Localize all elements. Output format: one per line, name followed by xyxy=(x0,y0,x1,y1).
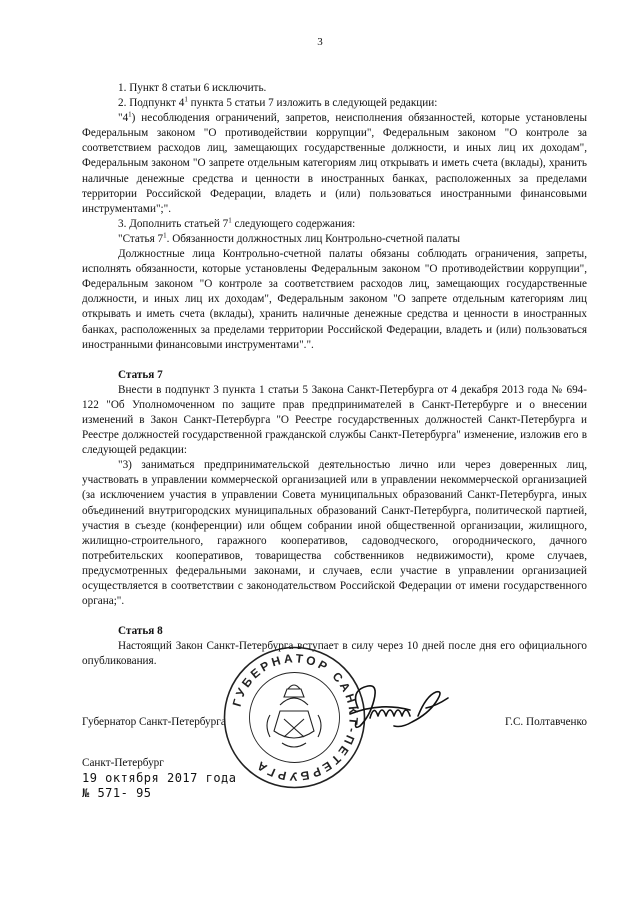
article-7-intro: Внести в подпункт 3 пункта 1 статьи 5 Закона Санкт-Петербурга от 4 декабря 2013 года № 694-122 "Об Уполномоченном по защите прав предпринимателей в Санкт-Петербурге и о внесении изменений в Закон Санкт-Петербурга "О Реестре государственных должностей Санкт-Петербурга и Реестре должностей государственной гражданской службы Санкт-Петербурга" изменение, изложив его в следующей редакции: xyxy=(82,383,587,457)
item-3: 3. Дополнить статьей $7^1$ следующего содержания: xyxy=(118,216,356,230)
page-number: 3 xyxy=(317,36,323,48)
signatory-title: Губернатор Санкт-Петербурга xyxy=(82,716,226,728)
item-2: 2. Подпункт $4^1$ пункта 5 статьи 7 изложить в следующей редакции: xyxy=(118,95,438,110)
handwritten-signature-icon xyxy=(330,678,465,733)
article-7-heading: Статья 7 xyxy=(118,368,163,381)
article-7-quote: "3) заниматься предпринимательской деятельностью лично или через доверенных лиц, участвовать в управлении коммерческой организацией или в управлении некоммерческой организацией (за исключением участия в управлении Совета муниципальных образований Санкт-Петербурга, иных объединений внутригородских муниципальных образований Санкт-Петербурга, политической партией, участия в съезде (конференции) или общем собрании иной общественной организации, жилищного, жилищно-строительного, гаражного кооперативов, садоводческого, огороднического, дачного потребительских кооперативов, товарищества собственников недвижимости), кроме случаев, предусмотренных федеральными законами, и случаев, если участие в управлении организацией осуществляется в соответствии с законодательством Российской Федерации от имени государственного органа;". xyxy=(82,459,587,608)
document-number: № 571- 95 xyxy=(82,786,152,800)
signatory-name: Г.С. Полтавченко xyxy=(504,716,587,728)
svg-text:ГУБЕРНАТОР САНКТ-ПЕТЕРБУРГА: ГУБЕРНАТОР САНКТ-ПЕТЕРБУРГА xyxy=(229,651,361,784)
article-8-heading: Статья 8 xyxy=(118,625,163,638)
article-7-1-text: Должностные лица Контрольно-счетной палаты обязаны соблюдать ограничения, запреты, исполнять обязанности, которые установлены Федеральным законом "О противодействии коррупции", Федеральным законом "О контроле за соответствием расходов лиц, замещающих государственные должности, и иных лиц их доходам", Федеральным законом "О запрете отдельным категориям лиц открывать и иметь счета (вклады), хранить наличные денежные средства и ценности в иностранных банках, расположенных за пределами территории Российской Федерации, владеть и (или) пользоваться иностранными финансовыми инструментами".". xyxy=(82,248,587,351)
document-date: 19 октября 2017 года xyxy=(82,771,237,785)
document-body xyxy=(82,81,587,669)
item-1: 1. Пункт 8 статьи 6 исключить. xyxy=(118,82,267,94)
city-name: Санкт-Петербург xyxy=(82,757,164,769)
article-7-1-title: "Статья $7^1$. Обязанности должностных лиц Контрольно-счетной палаты xyxy=(118,231,460,245)
item-2-quote: "$4^1$) несоблюдения ограничений, запретов, неисполнения обязанностей, которые установлены Федеральным законом "О противодействии коррупции", Федеральным законом "О контроле за соответствием расходов лиц, замещающих государственные должности, и иных лиц их доходам", Федеральным законом "О запрете отдельным категориям лиц открывать и иметь счета (вклады), хранить наличные денежные средства и ценности в иностранных банках, расположенных за пределами территории Российской Федерации, владеть и (или) пользоваться иностранными финансовыми инструментами";". xyxy=(82,110,587,215)
article-8-text: Настоящий Закон Санкт-Петербурга вступает в силу через 10 дней после дня его официального опубликования. xyxy=(82,640,587,668)
document-footer xyxy=(82,756,237,801)
